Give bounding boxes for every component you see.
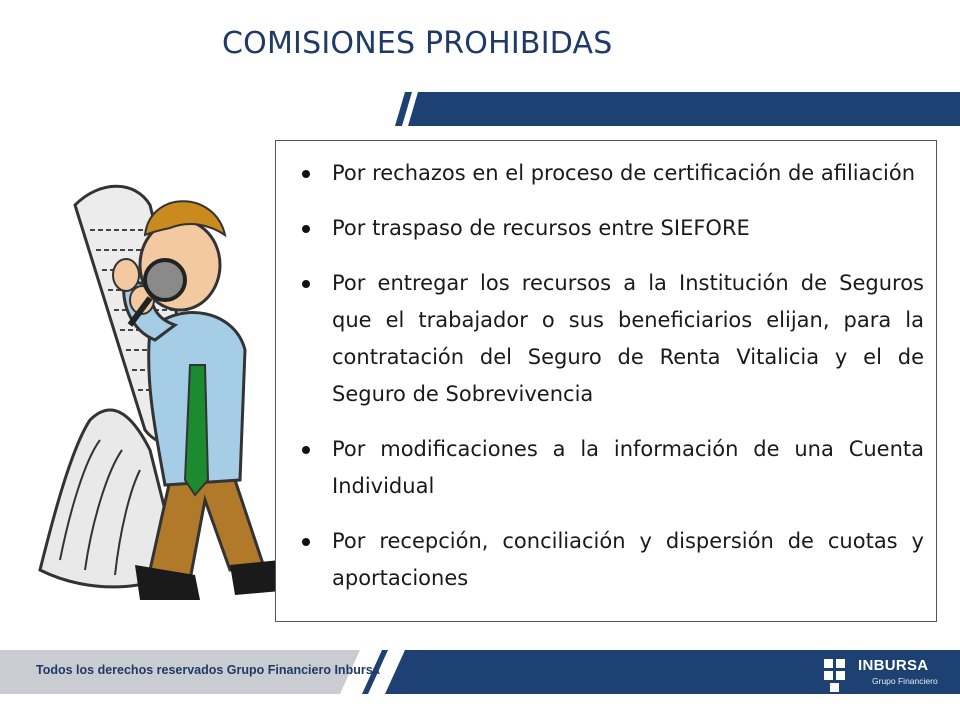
- content-box: [275, 140, 937, 622]
- bullet-dot-icon: [302, 280, 310, 288]
- list-item-text: Por recepción, conciliación y dispersión de cuotas y aportaciones: [332, 529, 924, 590]
- header-stripe: [0, 92, 960, 126]
- list-item: [276, 210, 924, 247]
- bullet-list: [276, 141, 936, 597]
- list-item-text: Por traspaso de recursos entre SIEFORE: [332, 216, 750, 240]
- list-item: [276, 265, 924, 413]
- list-item-text: Por rechazos en el proceso de certificación de afiliación: [332, 161, 916, 185]
- brand-name: INBURSA: [858, 657, 929, 674]
- brand-subtitle: Grupo Financiero: [872, 676, 938, 686]
- man-reading-scroll-illustration: [30, 150, 300, 620]
- list-item: [276, 155, 924, 192]
- bullet-dot-icon: [302, 225, 310, 233]
- slide-title: COMISIONES PROHIBIDAS: [222, 26, 613, 61]
- list-item: [276, 431, 924, 505]
- bullet-dot-icon: [302, 446, 310, 454]
- footer-band: [0, 648, 960, 720]
- list-item-text: Por modificaciones a la información de una Cuenta Individual: [332, 437, 924, 498]
- copyright-text: Todos los derechos reservados Grupo Financiero Inbursa: [36, 663, 380, 677]
- bullet-dot-icon: [302, 538, 310, 546]
- bullet-dot-icon: [302, 170, 310, 178]
- list-item: [276, 523, 924, 597]
- list-item-text: Por entregar los recursos a la Institución de Seguros que el trabajador o sus beneficiarios elijan, para la contratación del Seguro de Renta Vitalicia y el de Seguro de Sobrevivencia: [332, 271, 924, 406]
